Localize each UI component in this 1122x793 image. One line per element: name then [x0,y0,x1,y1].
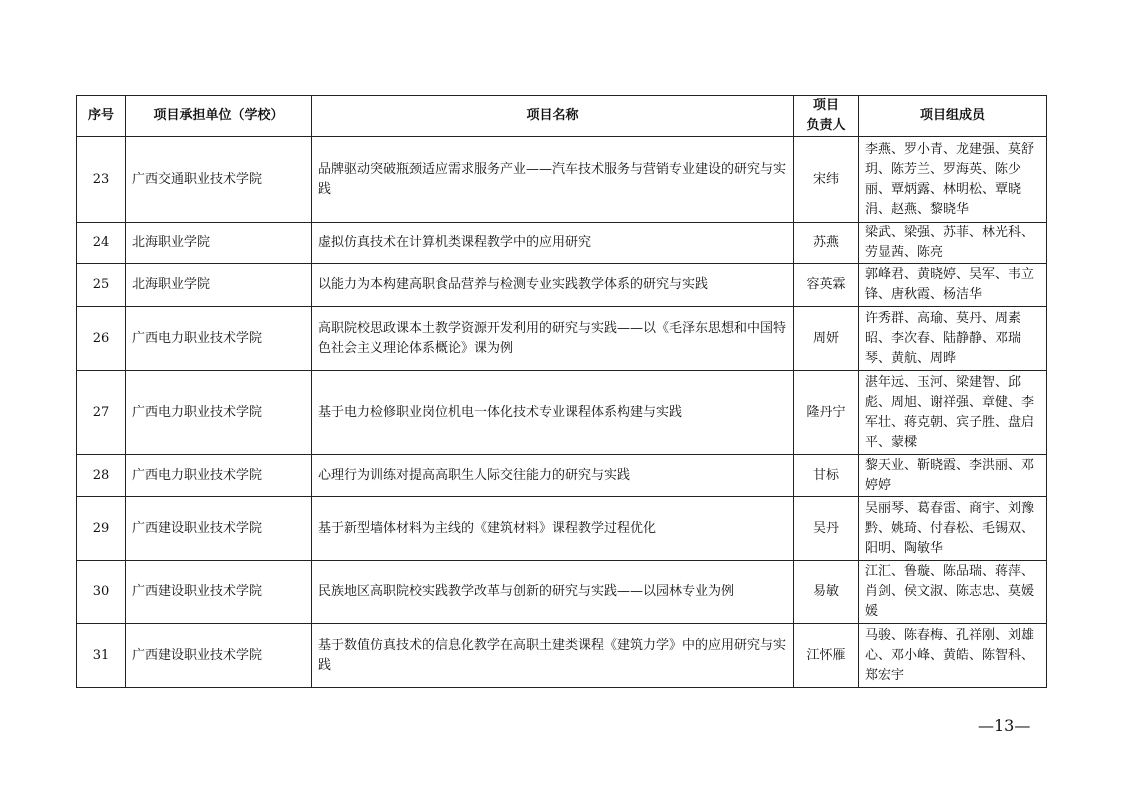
header-no: 序号 [77,96,126,137]
row-members: 湛年远、玉河、梁建智、邱彪、周旭、谢祥强、章健、李军壮、蒋克朝、宾子胜、盘启平、蒙樑 [859,371,1047,455]
row-lead: 隆丹宁 [794,371,859,455]
row-lead: 宋纬 [794,137,859,223]
row-no: 29 [77,497,126,561]
row-members: 梁武、梁强、苏菲、林光科、劳显茜、陈亮 [859,223,1047,264]
row-unit: 广西交通职业技术学院 [126,137,312,223]
header-unit: 项目承担单位（学校） [126,96,312,137]
table-row [77,561,1047,624]
table-row [77,264,1047,307]
header-lead [794,96,859,137]
page-number: —13— [978,716,1031,735]
header-members: 项目组成员 [859,96,1047,137]
row-project-name: 基于新型墙体材料为主线的《建筑材料》课程教学过程优化 [312,497,794,561]
row-unit: 广西电力职业技术学院 [126,455,312,497]
table-row [77,137,1047,223]
table-row [77,455,1047,497]
row-lead: 江怀雁 [794,624,859,688]
row-members: 黎天业、靳晓霞、李洪丽、邓婷婷 [859,455,1047,497]
row-no: 31 [77,624,126,688]
row-lead: 周妍 [794,307,859,371]
row-no: 27 [77,371,126,455]
header-lead-line1: 项目 [812,98,839,113]
row-members: 马骏、陈春梅、孔祥刚、刘雄心、邓小峰、黄皓、陈智科、郑宏宇 [859,624,1047,688]
row-project-name: 心理行为训练对提高高职生人际交往能力的研究与实践 [312,455,794,497]
row-members: 许秀群、高瑜、莫丹、周素昭、李次春、陆静静、邓瑞琴、黄航、周晔 [859,307,1047,371]
header-project-name: 项目名称 [312,96,794,137]
row-no: 28 [77,455,126,497]
table-row [77,307,1047,371]
row-project-name: 基于数值仿真技术的信息化教学在高职土建类课程《建筑力学》中的应用研究与实践 [312,624,794,688]
row-unit: 广西电力职业技术学院 [126,307,312,371]
row-lead: 吴丹 [794,497,859,561]
row-lead: 易敏 [794,561,859,624]
table-row [77,223,1047,264]
row-project-name: 品牌驱动突破瓶颈适应需求服务产业——汽车技术服务与营销专业建设的研究与实践 [312,137,794,223]
row-members: 郭峰君、黄晓婷、吴军、韦立锋、唐秋霞、杨洁华 [859,264,1047,307]
row-project-name: 基于电力检修职业岗位机电一体化技术专业课程体系构建与实践 [312,371,794,455]
row-no: 30 [77,561,126,624]
row-unit: 广西建设职业技术学院 [126,624,312,688]
row-no: 26 [77,307,126,371]
row-no: 25 [77,264,126,307]
row-no: 24 [77,223,126,264]
table-header-row [77,96,1047,137]
table-row [77,371,1047,455]
row-unit: 北海职业学院 [126,223,312,264]
row-project-name: 高职院校思政课本土教学资源开发利用的研究与实践——以《毛泽东思想和中国特色社会主义理论体系概论》课为例 [312,307,794,371]
header-lead-line2: 负责人 [806,118,846,133]
row-lead: 苏燕 [794,223,859,264]
row-unit: 广西建设职业技术学院 [126,497,312,561]
row-unit: 广西建设职业技术学院 [126,561,312,624]
row-lead: 容英霖 [794,264,859,307]
row-project-name: 民族地区高职院校实践教学改革与创新的研究与实践——以园林专业为例 [312,561,794,624]
row-project-name: 虚拟仿真技术在计算机类课程教学中的应用研究 [312,223,794,264]
row-unit: 北海职业学院 [126,264,312,307]
row-members: 李燕、罗小青、龙建强、莫舒玥、陈芳兰、罗海英、陈少丽、覃炳露、林明松、覃晓涓、赵燕、黎晓华 [859,137,1047,223]
row-project-name: 以能力为本构建高职食品营养与检测专业实践教学体系的研究与实践 [312,264,794,307]
row-lead: 甘标 [794,455,859,497]
row-unit: 广西电力职业技术学院 [126,371,312,455]
row-no: 23 [77,137,126,223]
table-row [77,497,1047,561]
row-members: 吴丽琴、葛春雷、商宇、刘豫黔、姚琦、付春松、毛锡双、阳明、陶敏华 [859,497,1047,561]
table-row [77,624,1047,688]
project-table [76,95,1047,688]
row-members: 江汇、鲁璇、陈品瑞、蒋萍、肖剑、侯文淑、陈志忠、莫媛媛 [859,561,1047,624]
